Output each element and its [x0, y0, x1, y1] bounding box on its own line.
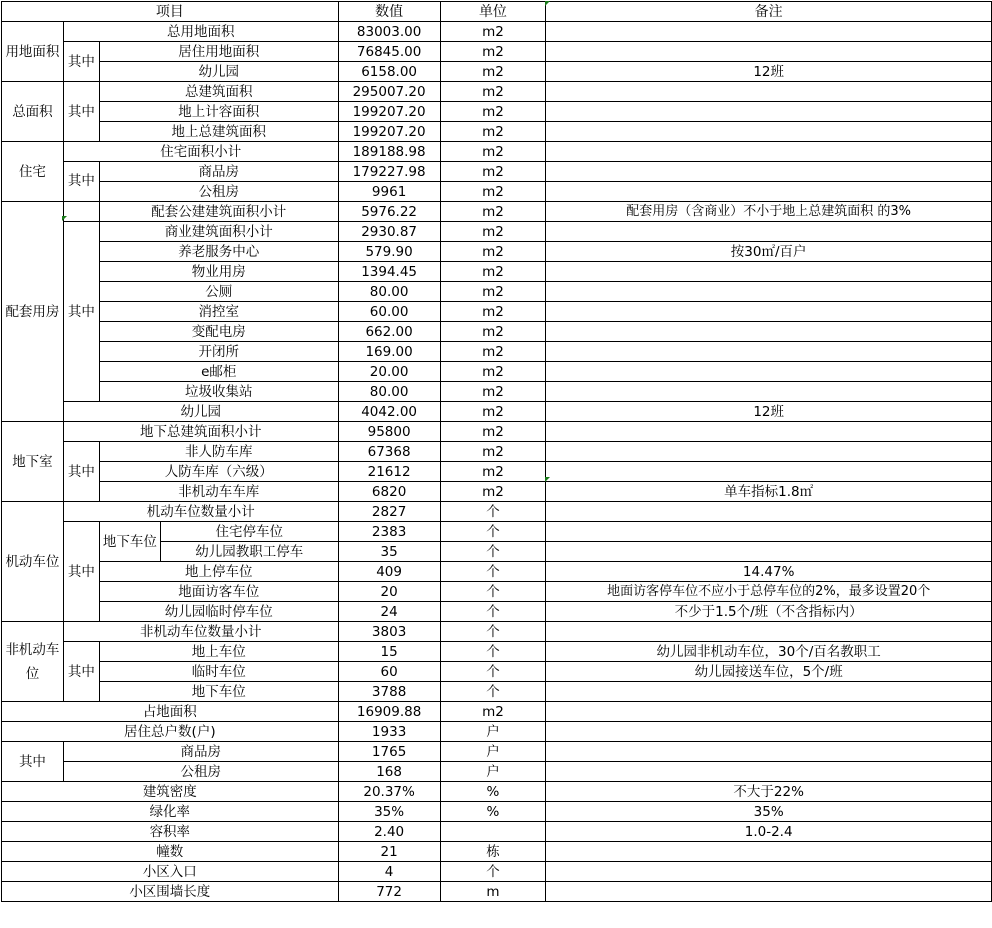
table-row — [2, 502, 992, 522]
header-unit: 单位 — [440, 2, 546, 22]
row-label: 地上计容面积 — [99, 102, 338, 122]
note-cell — [546, 842, 992, 862]
row-label: 物业用房 — [99, 262, 338, 282]
note-cell: 按30㎡/百户 — [546, 242, 992, 262]
table-row — [2, 242, 992, 262]
table-row — [2, 362, 992, 382]
unit-cell: 户 — [440, 722, 546, 742]
sub-group-label: 其中 — [63, 642, 99, 702]
unit-cell: m2 — [440, 362, 546, 382]
table-row — [2, 122, 992, 142]
row-label: 幼儿园 — [63, 402, 338, 422]
row-label: 商品房 — [99, 162, 338, 182]
group-label: 住宅 — [2, 142, 64, 202]
unit-cell: 栋 — [440, 842, 546, 862]
note-cell — [546, 742, 992, 762]
value-cell: 4042.00 — [338, 402, 440, 422]
note-cell: 14.47% — [546, 562, 992, 582]
note-cell: 不少于1.5个/班（不含指标内） — [546, 602, 992, 622]
row-label: 总建筑面积 — [99, 82, 338, 102]
note-cell — [546, 762, 992, 782]
value-cell: 67368 — [338, 442, 440, 462]
row-label: 幼儿园教职工停车 — [160, 542, 338, 562]
note-cell — [546, 342, 992, 362]
value-cell: 83003.00 — [338, 22, 440, 42]
sub-group-label: 其中 — [63, 162, 99, 202]
unit-cell: m2 — [440, 262, 546, 282]
row-label: 商业建筑面积小计 — [99, 222, 338, 242]
table-row — [2, 642, 992, 662]
note-cell — [546, 502, 992, 522]
row-label: 变配电房 — [99, 322, 338, 342]
row-label: 垃圾收集站 — [99, 382, 338, 402]
row-label: 商品房 — [63, 742, 338, 762]
unit-cell: m2 — [440, 62, 546, 82]
unit-cell: m2 — [440, 182, 546, 202]
value-cell: 409 — [338, 562, 440, 582]
unit-cell: m2 — [440, 442, 546, 462]
row-label: 居住用地面积 — [99, 42, 338, 62]
unit-cell: 户 — [440, 742, 546, 762]
table-row — [2, 202, 992, 222]
value-cell: 95800 — [338, 422, 440, 442]
row-label: 住宅停车位 — [160, 522, 338, 542]
group-label: 总面积 — [2, 82, 64, 142]
note-cell — [546, 322, 992, 342]
value-cell: 80.00 — [338, 382, 440, 402]
table-row — [2, 882, 992, 902]
note-cell — [546, 382, 992, 402]
value-cell: 772 — [338, 882, 440, 902]
unit-cell: m2 — [440, 42, 546, 62]
cell-marker — [545, 1, 550, 6]
row-label: 养老服务中心 — [99, 242, 338, 262]
value-cell: 4 — [338, 862, 440, 882]
value-cell: 6820 — [338, 482, 440, 502]
group-label: 用地面积 — [2, 22, 64, 82]
unit-cell: m2 — [440, 402, 546, 422]
note-cell — [546, 102, 992, 122]
note-cell — [546, 122, 992, 142]
note-cell: 幼儿园接送车位，5个/班 — [546, 662, 992, 682]
table-row — [2, 382, 992, 402]
note-cell — [546, 42, 992, 62]
table-row — [2, 282, 992, 302]
table-row — [2, 22, 992, 42]
value-cell: 168 — [338, 762, 440, 782]
value-cell: 15 — [338, 642, 440, 662]
value-cell: 21612 — [338, 462, 440, 482]
row-label: 公租房 — [99, 182, 338, 202]
group-label: 机动车位 — [2, 502, 64, 622]
header-item: 项目 — [2, 2, 339, 22]
row-label: 建筑密度 — [2, 782, 339, 802]
sub-group-label: 其中 — [63, 442, 99, 502]
table-row — [2, 322, 992, 342]
value-cell: 9961 — [338, 182, 440, 202]
header-value: 数值 — [338, 2, 440, 22]
table-row — [2, 842, 992, 862]
table-row — [2, 62, 992, 82]
note-cell — [546, 682, 992, 702]
unit-cell: 个 — [440, 542, 546, 562]
value-cell: 662.00 — [338, 322, 440, 342]
value-cell: 1394.45 — [338, 262, 440, 282]
table-row — [2, 422, 992, 442]
value-cell: 199207.20 — [338, 122, 440, 142]
value-cell: 20.37% — [338, 782, 440, 802]
header-row — [2, 2, 992, 22]
note-cell — [546, 222, 992, 242]
table-row — [2, 682, 992, 702]
table-row — [2, 582, 992, 602]
note-cell: 1.0-2.4 — [546, 822, 992, 842]
row-label: 消控室 — [99, 302, 338, 322]
note-cell — [546, 182, 992, 202]
value-cell: 20.00 — [338, 362, 440, 382]
row-label: 公租房 — [63, 762, 338, 782]
unit-cell: m2 — [440, 382, 546, 402]
row-label: 地面访客车位 — [99, 582, 338, 602]
sub-group-label: 其中 — [63, 42, 99, 82]
table-row — [2, 862, 992, 882]
value-cell: 24 — [338, 602, 440, 622]
value-cell: 35 — [338, 542, 440, 562]
row-label: 住宅面积小计 — [63, 142, 338, 162]
table-row — [2, 162, 992, 182]
value-cell: 169.00 — [338, 342, 440, 362]
table-row — [2, 722, 992, 742]
unit-cell: m2 — [440, 102, 546, 122]
unit-cell: m2 — [440, 302, 546, 322]
table-row — [2, 302, 992, 322]
value-cell: 3788 — [338, 682, 440, 702]
value-cell: 199207.20 — [338, 102, 440, 122]
sub-sub-group-label: 地下车位 — [99, 522, 160, 562]
table-row — [2, 402, 992, 422]
unit-cell: m2 — [440, 202, 546, 222]
value-cell: 179227.98 — [338, 162, 440, 182]
table-row — [2, 702, 992, 722]
unit-cell: m2 — [440, 82, 546, 102]
note-cell — [546, 262, 992, 282]
note-cell: 35% — [546, 802, 992, 822]
note-cell — [546, 302, 992, 322]
value-cell: 20 — [338, 582, 440, 602]
note-cell: 地面访客停车位不应小于总停车位的2%，最多设置20个 — [546, 582, 992, 602]
unit-cell: m — [440, 882, 546, 902]
unit-cell: 个 — [440, 502, 546, 522]
row-label: 非人防车库 — [99, 442, 338, 462]
group-label: 地下室 — [2, 422, 64, 502]
note-cell — [546, 622, 992, 642]
value-cell: 6158.00 — [338, 62, 440, 82]
table-row — [2, 482, 992, 502]
table-row — [2, 462, 992, 482]
empty-cell — [63, 202, 99, 222]
value-cell: 295007.20 — [338, 82, 440, 102]
note-cell: 配套用房（含商业）不小于地上总建筑面积 的3% — [546, 202, 992, 222]
row-label: 配套公建建筑面积小计 — [99, 202, 338, 222]
unit-cell: m2 — [440, 422, 546, 442]
note-cell — [546, 862, 992, 882]
sub-group-label: 其中 — [63, 522, 99, 622]
unit-cell: m2 — [440, 162, 546, 182]
row-label: 小区围墙长度 — [2, 882, 339, 902]
value-cell: 60.00 — [338, 302, 440, 322]
note-cell — [546, 362, 992, 382]
row-label: 地上总建筑面积 — [99, 122, 338, 142]
note-cell — [546, 522, 992, 542]
note-cell: 幼儿园非机动车位，30个/百名教职工 — [546, 642, 992, 662]
row-label: 幼儿园临时停车位 — [99, 602, 338, 622]
row-label: 幢数 — [2, 842, 339, 862]
table-row — [2, 342, 992, 362]
value-cell: 189188.98 — [338, 142, 440, 162]
table-row — [2, 562, 992, 582]
unit-cell: 个 — [440, 522, 546, 542]
indicator-table — [1, 1, 992, 902]
unit-cell: m2 — [440, 122, 546, 142]
table-row — [2, 662, 992, 682]
note-cell — [546, 702, 992, 722]
note-cell — [546, 162, 992, 182]
note-cell: 12班 — [546, 62, 992, 82]
sub-group-label: 其中 — [63, 222, 99, 402]
unit-cell: % — [440, 782, 546, 802]
table-row — [2, 442, 992, 462]
row-label: 非机动车位数量小计 — [63, 622, 338, 642]
unit-cell: m2 — [440, 222, 546, 242]
cell-marker — [545, 477, 550, 482]
unit-cell: m2 — [440, 322, 546, 342]
unit-cell: 户 — [440, 762, 546, 782]
table-row — [2, 762, 992, 782]
unit-cell: % — [440, 802, 546, 822]
note-cell: 不大于22% — [546, 782, 992, 802]
unit-cell: 个 — [440, 862, 546, 882]
unit-cell: 个 — [440, 682, 546, 702]
table-row — [2, 142, 992, 162]
row-label: e邮柜 — [99, 362, 338, 382]
note-cell — [546, 462, 992, 482]
cell-marker — [62, 216, 67, 221]
value-cell: 3803 — [338, 622, 440, 642]
note-cell — [546, 82, 992, 102]
unit-cell: m2 — [440, 702, 546, 722]
note-cell — [546, 542, 992, 562]
unit-cell: 个 — [440, 562, 546, 582]
note-cell — [546, 22, 992, 42]
table-row — [2, 262, 992, 282]
note-cell — [546, 882, 992, 902]
table-row — [2, 182, 992, 202]
group-label: 配套用房 — [2, 202, 64, 422]
row-label: 地上停车位 — [99, 562, 338, 582]
unit-cell: m2 — [440, 462, 546, 482]
note-cell — [546, 282, 992, 302]
value-cell: 80.00 — [338, 282, 440, 302]
value-cell: 76845.00 — [338, 42, 440, 62]
value-cell: 2.40 — [338, 822, 440, 842]
row-label: 地上车位 — [99, 642, 338, 662]
table-row — [2, 822, 992, 842]
value-cell: 16909.88 — [338, 702, 440, 722]
note-cell — [546, 722, 992, 742]
unit-cell: m2 — [440, 142, 546, 162]
group-label: 其中 — [2, 742, 64, 782]
unit-cell: 个 — [440, 642, 546, 662]
table-row — [2, 42, 992, 62]
row-label: 占地面积 — [2, 702, 339, 722]
note-cell: 单车指标1.8㎡ — [546, 482, 992, 502]
row-label: 总用地面积 — [63, 22, 338, 42]
unit-cell: 个 — [440, 582, 546, 602]
row-label: 人防车库（六级） — [99, 462, 338, 482]
value-cell: 60 — [338, 662, 440, 682]
unit-cell: m2 — [440, 342, 546, 362]
table-row — [2, 622, 992, 642]
table-row — [2, 102, 992, 122]
row-label: 幼儿园 — [99, 62, 338, 82]
row-label: 开闭所 — [99, 342, 338, 362]
row-label: 小区入口 — [2, 862, 339, 882]
row-label: 居住总户数(户) — [2, 722, 339, 742]
row-label: 绿化率 — [2, 802, 339, 822]
value-cell: 2930.87 — [338, 222, 440, 242]
value-cell: 579.90 — [338, 242, 440, 262]
table-row — [2, 782, 992, 802]
unit-cell: 个 — [440, 602, 546, 622]
value-cell: 1933 — [338, 722, 440, 742]
note-cell — [546, 142, 992, 162]
table-row — [2, 742, 992, 762]
header-note: 备注 — [546, 2, 992, 22]
unit-cell: 个 — [440, 622, 546, 642]
row-label: 地下总建筑面积小计 — [63, 422, 338, 442]
unit-cell: m2 — [440, 482, 546, 502]
unit-cell: 个 — [440, 662, 546, 682]
row-label: 公厕 — [99, 282, 338, 302]
unit-cell — [440, 822, 546, 842]
table-row — [2, 522, 992, 542]
value-cell: 1765 — [338, 742, 440, 762]
row-label: 非机动车车库 — [99, 482, 338, 502]
note-cell — [546, 422, 992, 442]
unit-cell: m2 — [440, 22, 546, 42]
note-cell: 12班 — [546, 402, 992, 422]
unit-cell: m2 — [440, 242, 546, 262]
value-cell: 2827 — [338, 502, 440, 522]
row-label: 机动车位数量小计 — [63, 502, 338, 522]
table-row — [2, 802, 992, 822]
row-label: 地下车位 — [99, 682, 338, 702]
value-cell: 5976.22 — [338, 202, 440, 222]
value-cell: 35% — [338, 802, 440, 822]
row-label: 临时车位 — [99, 662, 338, 682]
sub-group-label: 其中 — [63, 82, 99, 142]
value-cell: 2383 — [338, 522, 440, 542]
unit-cell: m2 — [440, 282, 546, 302]
row-label: 容积率 — [2, 822, 339, 842]
note-cell — [546, 442, 992, 462]
value-cell: 21 — [338, 842, 440, 862]
table-row — [2, 82, 992, 102]
table-row — [2, 602, 992, 622]
group-label: 非机动车位 — [2, 622, 64, 702]
table-row — [2, 222, 992, 242]
